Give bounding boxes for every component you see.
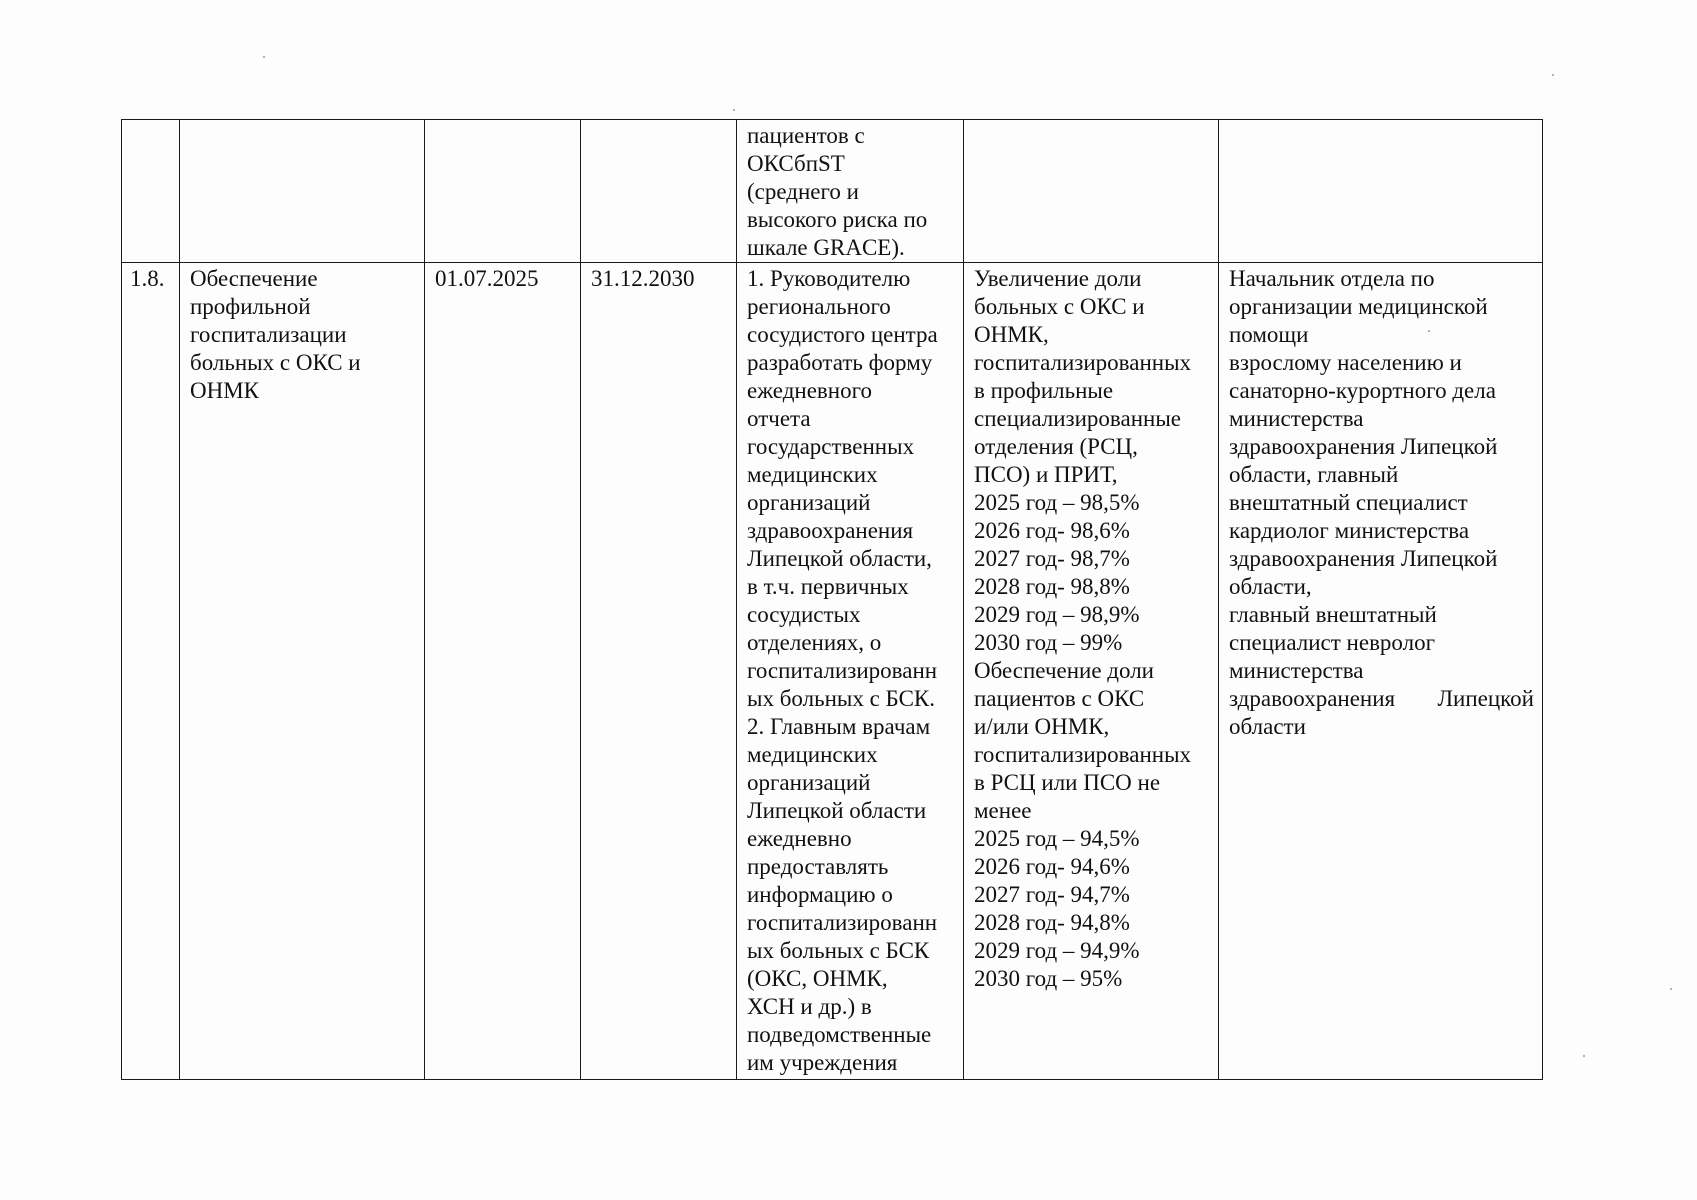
scan-speck [1428,330,1430,332]
table-row-continuation [122,120,1543,263]
cell-responsible [1219,120,1543,263]
scan-speck [263,56,265,58]
scan-speck [1552,74,1554,76]
responsible-justified-line [1229,685,1534,713]
cell-number [122,120,180,263]
plan-table [121,119,1543,1080]
scan-speck [1583,1055,1585,1057]
responsible-last-line-right: Липецкой [1437,686,1534,711]
cell-activity: пациентов с ОКСбпST (среднего и высокого риска по шкале GRACE). [737,120,964,263]
responsible-tail: области [1229,714,1306,739]
cell-indicator [964,120,1219,263]
responsible-text: Начальник отдела по организации медицинской помощи взрослому населению и санаторно-курортного дела министерства здравоохранения Липецкой области, главный внештатный специалист кардиолог министерства здравоохранения Липецкой области, главный внештатный специалист невролог министерства [1229,266,1498,683]
table-row-1-8 [122,263,1543,1080]
cell-indicator: Увеличение доли больных с ОКС и ОНМК, госпитализированных в профильные специализированные отделения (РСЦ, ПСО) и ПРИТ, 2025 год – 98,5% 2026 год- 98,6% 2027 год- 98,7% 2028 год- 98,8% 2029 год – 98,9% 2030 год – 99% Обеспечение доли пациентов с ОКС и/или ОНМК, госпитализированных в РСЦ или ПСО не менее 2025 год – 94,5% 2026 год- 94,6% 2027 год- 94,7% 2028 год- 94,8% 2029 год – 94,9% 2030 год – 95% [964,263,1219,1080]
cell-end-date [581,120,737,263]
cell-measure: Обеспечение профильной госпитализации больных с ОКС и ОНМК [180,263,425,1080]
cell-measure [180,120,425,263]
cell-number: 1.8. [122,263,180,1080]
scan-speck [733,109,735,111]
cell-end-date: 31.12.2030 [581,263,737,1080]
scan-speck [1670,988,1672,990]
cell-activity: 1. Руководителю регионального сосудистого центра разработать форму ежедневного отчета государственных медицинских организаций здравоохранения Липецкой области, в т.ч. первичных сосудистых отделениях, о госпитализированн ых больных с БСК. 2. Главным врачам медицинских организаций Липецкой области ежедневно предоставлять информацию о госпитализированн ых больных с БСК (ОКС, ОНМК, ХСН и др.) в подведомственные им учреждения [737,263,964,1080]
cell-responsible [1219,263,1543,1080]
responsible-last-line-left: здравоохранения [1229,686,1396,711]
cell-start-date: 01.07.2025 [425,263,581,1080]
cell-start-date [425,120,581,263]
